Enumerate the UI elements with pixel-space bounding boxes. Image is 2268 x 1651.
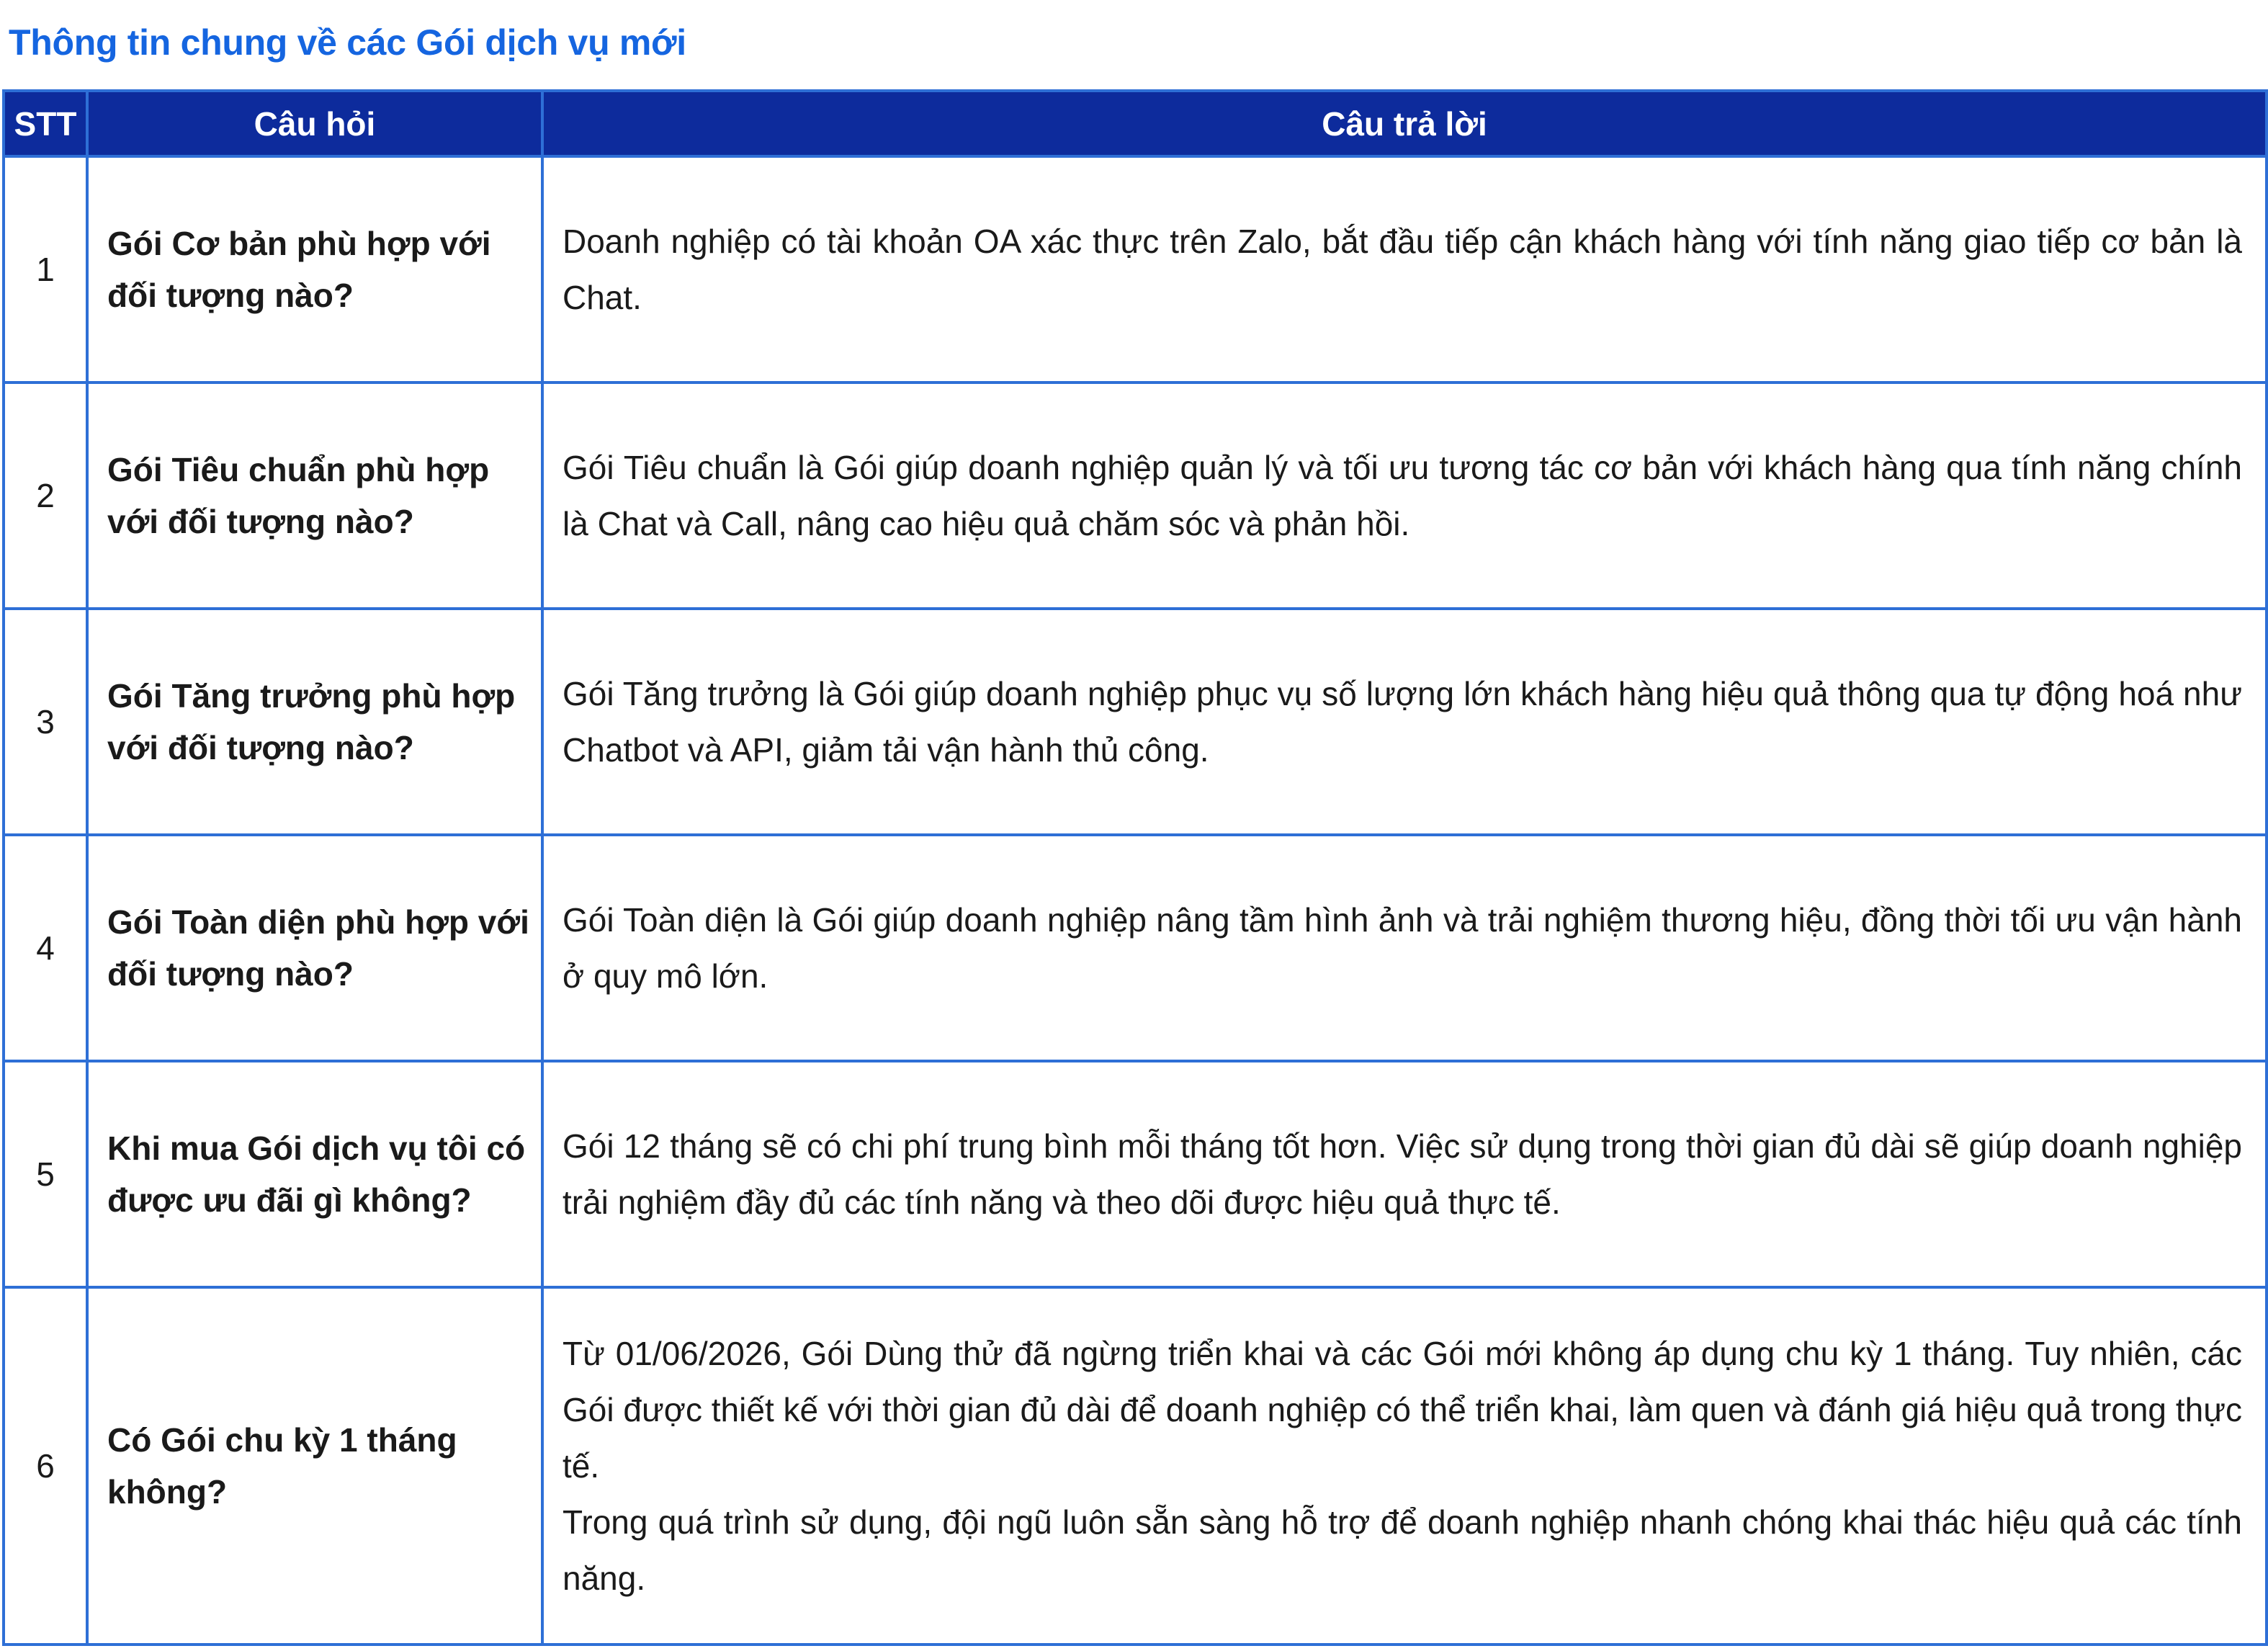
row-stt: 1 — [4, 156, 87, 382]
answer-paragraph: Doanh nghiệp có tài khoản OA xác thực trên Zalo, bắt đầu tiếp cận khách hàng với tính năng giao tiếp cơ bản là Chat. — [562, 223, 2242, 316]
row-question: Gói Tiêu chuẩn phù hợp với đối tượng nào? — [87, 382, 542, 609]
table-row — [4, 382, 2267, 609]
answer-paragraph: Gói 12 tháng sẽ có chi phí trung bình mỗi tháng tốt hơn. Việc sử dụng trong thời gian đủ dài sẽ giúp doanh nghiệp trải nghiệm đầy đủ các tính năng và theo dõi được hiệu quả thực tế. — [562, 1127, 2242, 1221]
row-stt: 2 — [4, 382, 87, 609]
row-stt: 3 — [4, 609, 87, 835]
table-row — [4, 835, 2267, 1061]
table-row — [4, 609, 2267, 835]
answer-paragraph: Từ 01/06/2026, Gói Dùng thử đã ngừng triển khai và các Gói mới không áp dụng chu kỳ 1 tháng. Tuy nhiên, các Gói được thiết kế với thời gian đủ dài để doanh nghiệp có thể triển khai, làm quen và đánh giá hiệu quả trong thực tế. — [562, 1335, 2242, 1485]
row-answer — [542, 156, 2267, 382]
table-row — [4, 156, 2267, 382]
row-question: Gói Toàn diện phù hợp với đối tượng nào? — [87, 835, 542, 1061]
table-row — [4, 1061, 2267, 1287]
row-stt: 5 — [4, 1061, 87, 1287]
answer-paragraph: Gói Toàn diện là Gói giúp doanh nghiệp nâng tầm hình ảnh và trải nghiệm thương hiệu, đồng thời tối ưu vận hành ở quy mô lớn. — [562, 901, 2242, 995]
header-stt: STT — [4, 91, 87, 156]
row-stt: 6 — [4, 1287, 87, 1645]
table-row — [4, 1287, 2267, 1645]
row-question: Có Gói chu kỳ 1 tháng không? — [87, 1287, 542, 1645]
row-answer — [542, 835, 2267, 1061]
row-stt: 4 — [4, 835, 87, 1061]
header-question: Câu hỏi — [87, 91, 542, 156]
row-question: Gói Cơ bản phù hợp với đối tượng nào? — [87, 156, 542, 382]
row-answer — [542, 609, 2267, 835]
row-question: Gói Tăng trưởng phù hợp với đối tượng nào? — [87, 609, 542, 835]
header-answer: Câu trả lời — [542, 91, 2267, 156]
answer-paragraph: Gói Tăng trưởng là Gói giúp doanh nghiệp phục vụ số lượng lớn khách hàng hiệu quả thông qua tự động hoá như Chatbot và API, giảm tải vận hành thủ công. — [562, 675, 2242, 769]
answer-paragraph: Gói Tiêu chuẩn là Gói giúp doanh nghiệp quản lý và tối ưu tương tác cơ bản với khách hàng qua tính năng chính là Chat và Call, nâng cao hiệu quả chăm sóc và phản hồi. — [562, 449, 2242, 542]
row-question: Khi mua Gói dịch vụ tôi có được ưu đãi gì không? — [87, 1061, 542, 1287]
table-header-row — [4, 91, 2267, 156]
row-answer — [542, 1287, 2267, 1645]
answer-paragraph: Trong quá trình sử dụng, đội ngũ luôn sẵn sàng hỗ trợ để doanh nghiệp nhanh chóng khai thác hiệu quả các tính năng. — [562, 1503, 2242, 1597]
row-answer — [542, 382, 2267, 609]
row-answer — [542, 1061, 2267, 1287]
faq-table — [2, 89, 2268, 1646]
page-title: Thông tin chung về các Gói dịch vụ mới — [9, 22, 686, 63]
